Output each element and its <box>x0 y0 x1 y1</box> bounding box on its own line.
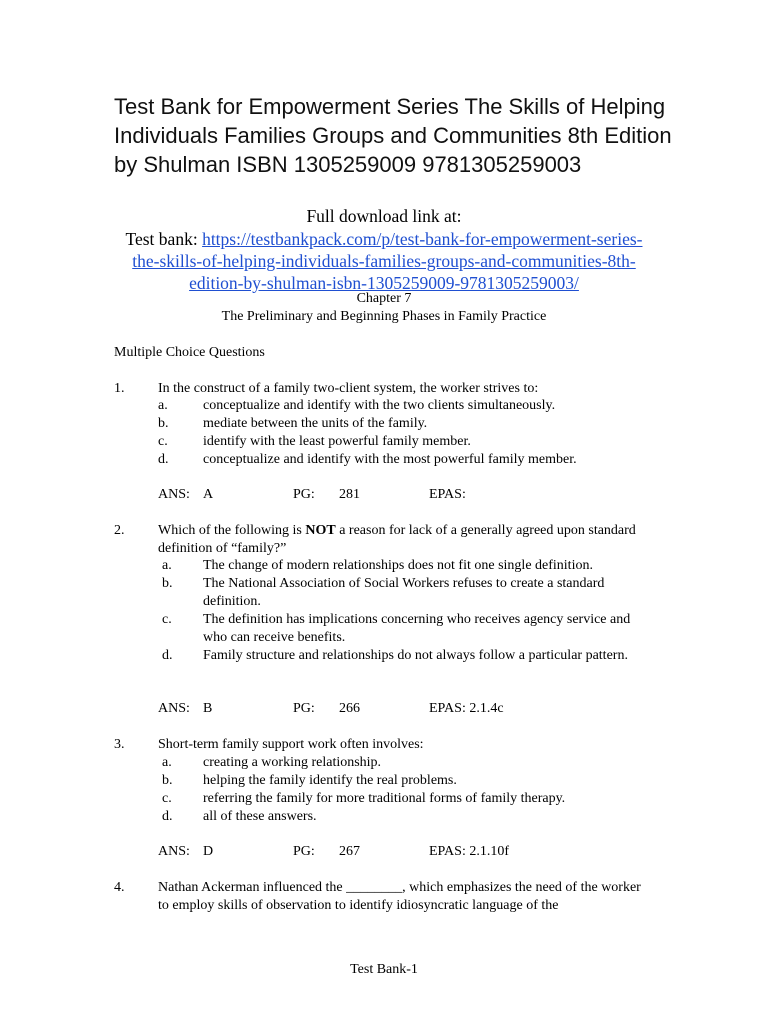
page-footer: Test Bank-1 <box>350 962 418 977</box>
page-value: 266 <box>339 701 360 716</box>
document-title: Test Bank for Empowerment Series The Skills of Helping Individuals Families Groups and Communities 8th Edition by Shulman ISBN 1305259009 9781305259003 <box>114 94 672 177</box>
question-stem: Nathan Ackerman influenced the ________, which emphasizes the need of the worker to employ skills of observation to identify idiosyncratic language of the <box>158 880 641 913</box>
chapter-title: The Preliminary and Beginning Phases in Family Practice <box>221 309 547 324</box>
testbank-label: Test bank: <box>125 229 203 249</box>
question-number: 3. <box>114 737 125 752</box>
epas-value: EPAS: 2.1.10f <box>429 844 510 859</box>
answer-value: A <box>203 487 214 502</box>
question-number: 4. <box>114 880 125 895</box>
download-label: Full download link at: <box>306 206 462 226</box>
question-stem: Which of the following is NOT a reason for lack of a generally agreed upon standard definition of “family?” <box>158 523 636 556</box>
testbank-link-block <box>0 228 768 294</box>
question-number: 2. <box>114 523 125 538</box>
epas-value: EPAS: <box>429 487 466 502</box>
question-stem: Short-term family support work often involves: <box>158 737 424 752</box>
section-heading: Multiple Choice Questions <box>114 345 265 360</box>
page-value: 281 <box>339 487 360 502</box>
page-value: 267 <box>339 844 360 859</box>
question-number: 1. <box>114 381 125 396</box>
question-stem: In the construct of a family two-client system, the worker strives to: <box>158 381 539 396</box>
testbank-link[interactable]: https://testbankpack.com/p/test-bank-for-empowerment-series- the-skills-of-helping-individuals-families-groups-and-communities-8th- edition-by-shulman-isbn-1305259009-9781305259003/ <box>132 229 643 293</box>
answer-value: B <box>203 701 213 716</box>
answer-value: D <box>203 844 214 859</box>
epas-value: EPAS: 2.1.4c <box>429 701 504 716</box>
chapter-number: Chapter 7 <box>356 291 412 306</box>
